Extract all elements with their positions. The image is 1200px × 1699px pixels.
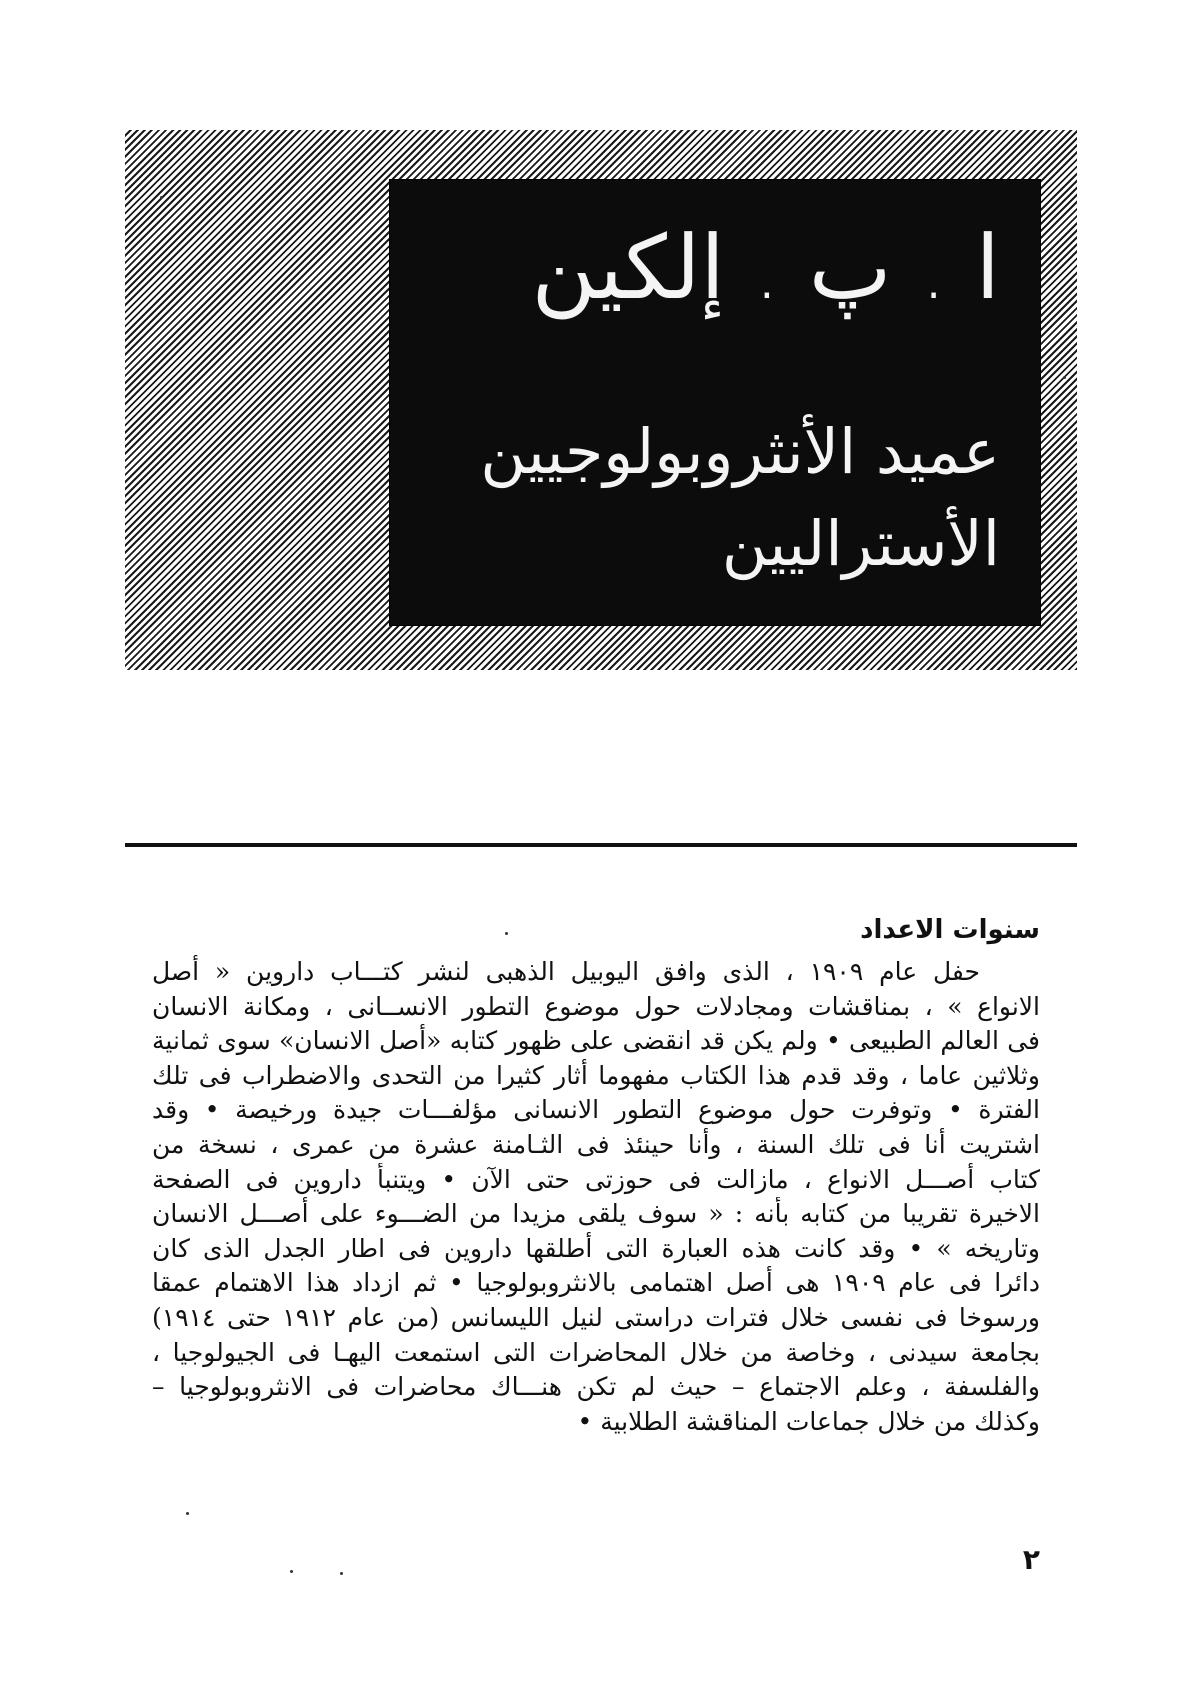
- author-name: ا . پ . إلكين: [531, 216, 1000, 319]
- paragraph-line: وثلاثين عاما ، وقد قدم هذا الكتاب مفهوما أثار كثيرا من التحدى والاضطراب فى تلك: [152, 1060, 1040, 1090]
- scan-speck: [340, 1572, 343, 1575]
- paragraph-line: والفلسفة ، وعلم الاجتماع – حيث لم تكن هنـــاك محاضرات فى الانثروبولوجيا –: [152, 1372, 1040, 1402]
- horizontal-rule: [125, 843, 1077, 847]
- section-heading: سنوات الاعداد: [860, 915, 1040, 945]
- paragraph-line: وكذلك من خلال جماعات المناقشة الطلابية •: [577, 1406, 1040, 1436]
- paragraph-line: فى العالم الطبيعى • ولم يكن قد انقضى على ظهور كتابه «أصل الانسان» سوى ثمانية: [152, 1026, 1040, 1056]
- body-paragraph: [152, 955, 1040, 1439]
- paragraph-line: دائرا فى عام ١٩٠٩ هى أصل اهتمامى بالانثروبولوجيا • ثم ازداد هذا الاهتمام عمقا: [152, 1268, 1040, 1298]
- scan-speck: [160, 196, 163, 199]
- paragraph-line: حفل عام ١٩٠٩ ، الذى وافق اليوبيل الذهبى لنشر كتـــاب داروين « أصل: [152, 957, 980, 986]
- scan-speck: [186, 1512, 189, 1515]
- scan-speck: [1063, 376, 1066, 379]
- title-banner: [125, 130, 1077, 670]
- paragraph-line: الانواع » ، بمناقشات ومجادلات حول موضوع التطور الانســانى ، ومكانة الانسان: [152, 991, 1040, 1021]
- paragraph-line: وتاريخه » • وقد كانت هذه العبارة التى أطلقها داروين فى اطار الجدل الذى كان: [152, 1233, 1040, 1263]
- subtitle-line-2: الأستراليين: [721, 507, 1000, 580]
- title-box: [390, 180, 1040, 625]
- paragraph-line: الاخيرة تقريبا من كتابه بأنه : « سوف يلقى مزيدا من الضـــوء على أصـــل الانسان: [152, 1199, 1040, 1229]
- paragraph-line: الفترة • وتوفرت حول موضوع التطور الانسانى مؤلفـــات جيدة ورخيصة • وقد: [152, 1095, 1040, 1125]
- paragraph-line: بجامعة سيدنى ، وخاصة من خلال المحاضرات التى استمعت اليهـا فى الجيولوجيا ،: [152, 1337, 1040, 1367]
- paragraph-line: اشتريت أنا فى تلك السنة ، وأنا حينئذ فى الثـامنة عشرة من عمرى ، نسخة من: [152, 1129, 1040, 1159]
- page-number: ٢: [1022, 1543, 1040, 1576]
- scan-speck: [505, 932, 508, 935]
- subtitle-line-1: عميد الأنثروبولوجيين: [480, 415, 1000, 488]
- paragraph-line: ورسوخا فى نفسى خلال فترات دراستى لنيل الليسانس (من عام ١٩١٢ حتى ١٩١٤): [152, 1302, 1040, 1332]
- paragraph-line: كتاب أصـــل الانواع ، مازالت فى حوزتى حتى الآن • ويتنبأ داروين فى الصفحة: [152, 1164, 1040, 1194]
- scan-speck: [290, 1570, 293, 1573]
